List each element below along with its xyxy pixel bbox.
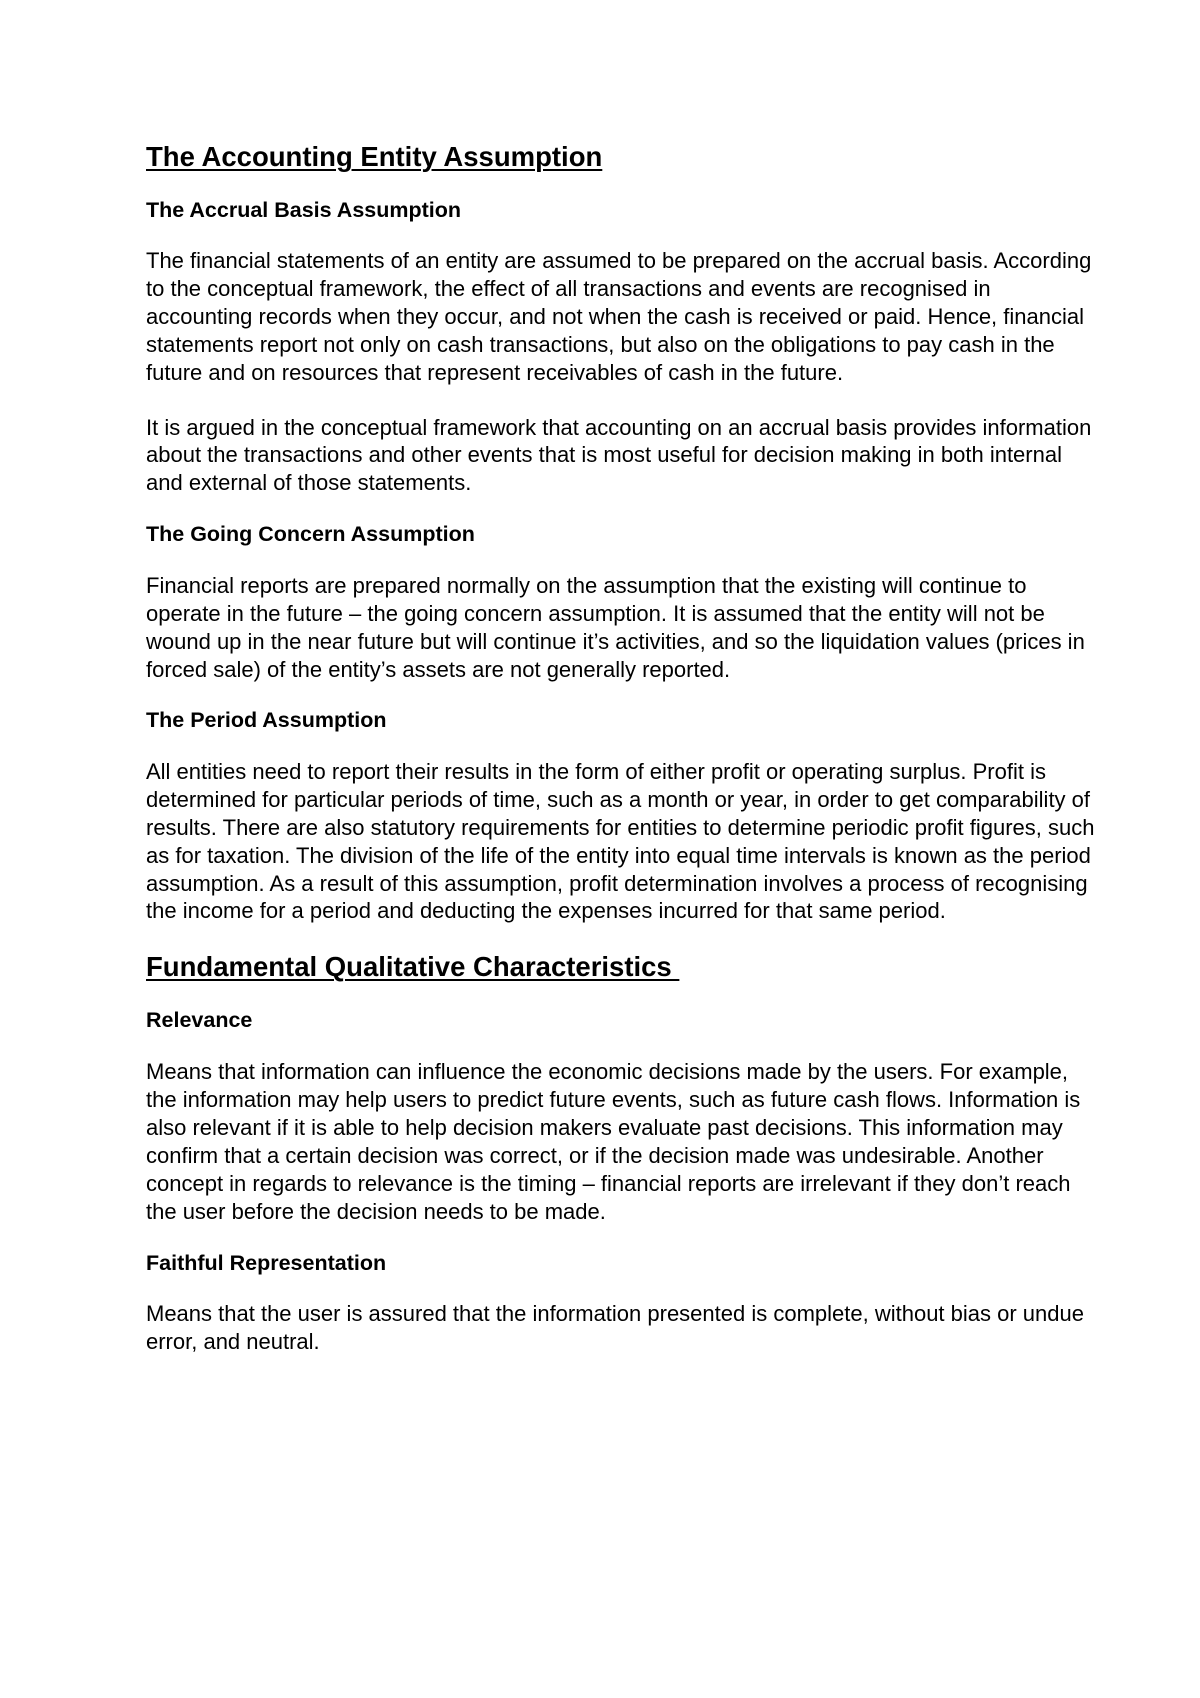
paragraph-going-concern: Financial reports are prepared normally on the assumption that the existing will continue to operate in the future – the going concern assumption. It is assumed that the entity will not be wound up in the near future but will continue it’s activities, and so the liquidation values (prices in forced sale) of the entity’s assets are not generally reported. — [146, 573, 1085, 682]
heading-accrual-basis: The Accrual Basis Assumption — [146, 198, 462, 222]
section-title-qualitative-characteristics: Fundamental Qualitative Characteristics — [146, 951, 680, 983]
heading-period: The Period Assumption — [146, 707, 387, 732]
paragraph-accrual-basis-2: It is argued in the conceptual framework that accounting on an accrual basis provides information about the transactions and other events that is most useful for decision making in both internal and external of those statements. — [146, 414, 1092, 496]
heading-going-concern: The Going Concern Assumption — [146, 522, 475, 547]
paragraph-faithful-representation: Means that the user is assured that the information presented is complete, without bias or undue error, and neutral. — [146, 1300, 1084, 1354]
paragraph-relevance: Means that information can influence the economic decisions made by the users. For example, the information may help users to predict future events, such as future cash flows. Information is also relevant if it is able to help decision makers evaluate past decisions. This information may confirm that a certain decision was correct, or if the decision made was undesirable. Another concept in regards to relevance is the timing – financial reports are irrelevant if they don’t reach the user before the decision needs to be made. — [146, 1059, 1081, 1224]
heading-relevance: Relevance — [146, 1008, 253, 1033]
section-title-accounting-entity: The Accounting Entity Assumption — [146, 141, 603, 172]
heading-faithful-representation: Faithful Representation — [146, 1250, 387, 1275]
document-page — [146, 140, 1096, 1356]
paragraph-period: All entities need to report their results in the form of either profit or operating surplus. Profit is determined for particular periods of time, such as a month or year, in order to get comparability of results. There are also statutory requirements for entities to determine periodic profit figures, such as for taxation. The division of the life of the entity into equal time intervals is known as the period assumption. As a result of this assumption, profit determination involves a process of recognising the income for a period and deducting the expenses incurred for that same period. — [146, 758, 1095, 924]
paragraph-accrual-basis-1: The financial statements of an entity are assumed to be prepared on the accrual basis. According to the conceptual framework, the effect of all transactions and events are recognised in accounting records when they occur, and not when the cash is received or paid. Hence, financial statements report not only on cash transactions, but also on the obligations to pay cash in the future and on resources that represent receivables of cash in the future. — [146, 248, 1092, 385]
